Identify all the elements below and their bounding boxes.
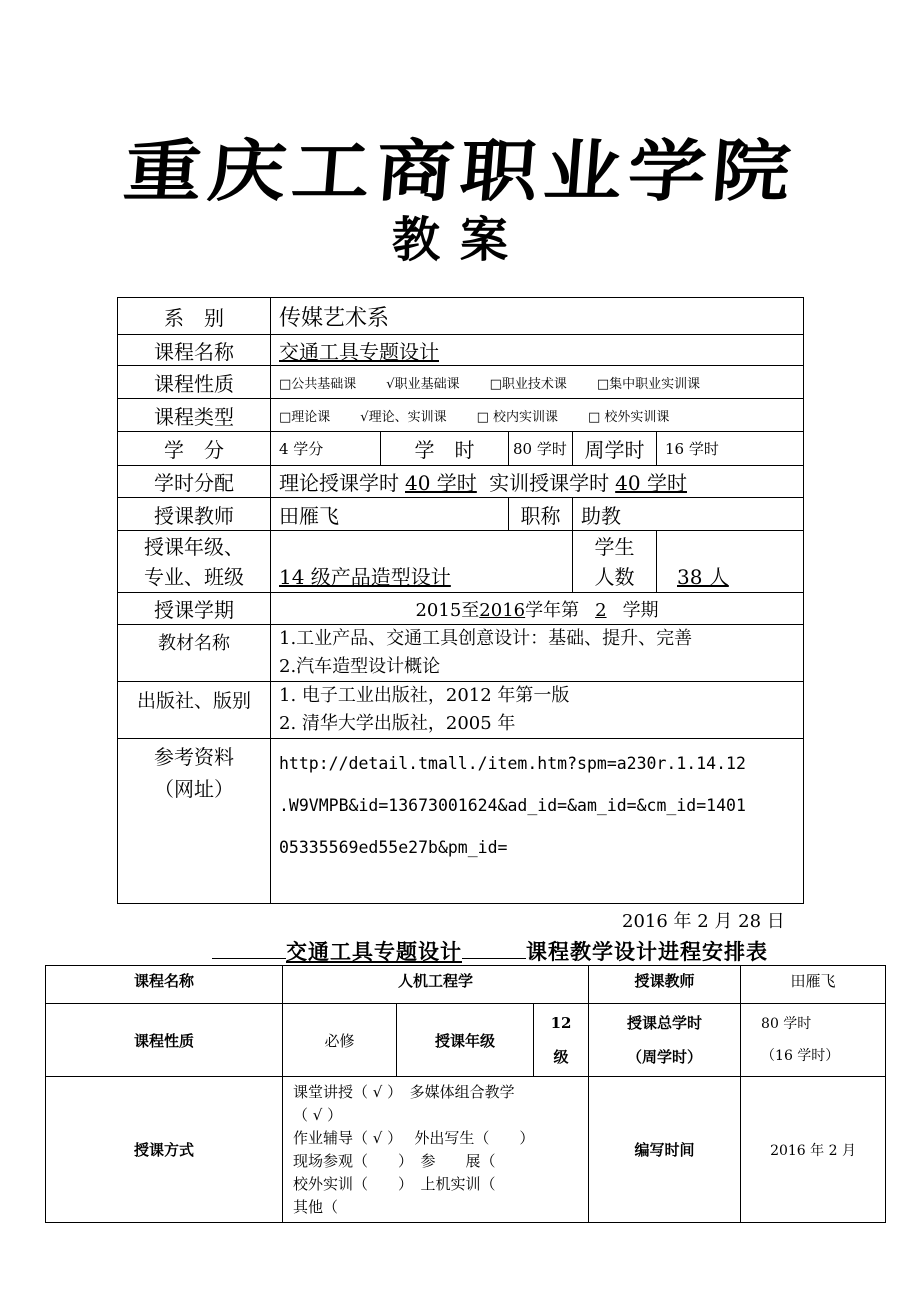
term-year-start: 2015 <box>415 599 462 621</box>
alloc-label: 学时分配 <box>118 466 271 498</box>
nature-option: □职业技术课 <box>489 376 567 392</box>
hours-label: 学 时 <box>381 432 509 466</box>
alloc-value <box>271 466 804 498</box>
row-alloc <box>118 466 804 498</box>
term-end: 学期 <box>622 599 659 621</box>
row-type <box>118 399 804 432</box>
students-label <box>573 531 657 593</box>
row-reference <box>118 739 804 904</box>
textbook-value <box>271 625 804 682</box>
schedule-grade-line1: 12 <box>550 1014 572 1032</box>
type-option: □ 校内实训课 <box>476 409 559 425</box>
students-label-line2: 人数 <box>594 564 635 589</box>
reference-url-line2: .W9VMPB&id=13673001624&ad_id=&am_id=&cm_id=1401 <box>279 796 746 815</box>
row-textbook <box>118 625 804 682</box>
row-publisher <box>118 682 804 739</box>
textbook-2: 2.汽车造型设计概论 <box>279 656 441 677</box>
weekly-label: 周学时 <box>573 432 657 466</box>
term-mid: 学年第 <box>525 599 580 621</box>
nature-options <box>271 366 804 399</box>
schedule-row-course <box>46 966 886 1004</box>
schedule-write-label: 编写时间 <box>589 1077 741 1223</box>
grade-label-line2: 专业、班级 <box>144 564 244 589</box>
course-value <box>271 335 804 366</box>
schedule-table <box>45 965 886 1223</box>
dept-value: 传媒艺术系 <box>271 298 804 335</box>
type-option: □ 校外实训课 <box>588 409 670 425</box>
method-line: 其他（ <box>293 1198 339 1216</box>
method-line: （ √ ） <box>293 1106 343 1124</box>
row-dept <box>118 298 804 335</box>
schedule-suffix: 课程教学设计进程安排表 <box>526 939 768 964</box>
schedule-teacher-label: 授课教师 <box>589 966 741 1004</box>
type-option: √理论、实训课 <box>360 409 447 425</box>
row-course <box>118 335 804 366</box>
alloc-practice-value: 40 学时 <box>615 471 687 495</box>
row-nature <box>118 366 804 399</box>
hours-value: 80 学时 <box>509 432 573 466</box>
title-value: 助教 <box>573 498 804 531</box>
alloc-practice-label: 实训授课学时 <box>489 471 610 495</box>
term-number: 2 <box>595 599 607 621</box>
schedule-method-label: 授课方式 <box>46 1077 283 1223</box>
schedule-course: 交通工具专题设计 <box>286 939 462 964</box>
term-label: 授课学期 <box>118 593 271 625</box>
credit-label: 学 分 <box>118 432 271 466</box>
course-name: 交通工具专题设计 <box>279 339 439 364</box>
reference-url-line1: http://detail.tmall./item.htm?spm=a230r.1.14.12 <box>279 754 746 773</box>
publisher-label: 出版社、版别 <box>118 682 271 739</box>
textbook-1: 1.工业产品、交通工具创意设计：基础、提升、完善 <box>279 628 693 649</box>
students-count: 38 人 <box>677 565 729 589</box>
teacher-label: 授课教师 <box>118 498 271 531</box>
schedule-write-value: 2016 年 2 月 <box>741 1077 886 1223</box>
schedule-row-method <box>46 1077 886 1223</box>
weekly-value: 16 学时 <box>657 432 804 466</box>
title-blank-right <box>462 958 526 959</box>
reference-url <box>271 739 804 904</box>
nature-option: □集中职业实训课 <box>596 376 701 392</box>
schedule-total-value <box>741 1004 886 1077</box>
schedule-row-nature <box>46 1004 886 1077</box>
type-option: □理论课 <box>279 409 331 425</box>
schedule-grade-value <box>534 1004 589 1077</box>
schedule-total-label-line1: 授课总学时 <box>627 1014 703 1032</box>
schedule-total-label <box>589 1004 741 1077</box>
method-line: 现场参观（ ） 参 展（ <box>293 1152 496 1170</box>
document-date: 2016 年 2 月 28 日 <box>622 911 785 932</box>
term-to: 至 <box>461 599 480 621</box>
nature-option: □公共基础课 <box>279 376 357 392</box>
nature-option: √职业基础课 <box>386 376 460 392</box>
reference-label-line2: （网址） <box>154 777 234 801</box>
reference-url-line3: 05335569ed55e27b&pm_id= <box>279 838 508 857</box>
row-grade <box>118 531 804 593</box>
grade-value <box>271 531 573 593</box>
schedule-total-line2: （16 学时） <box>761 1048 840 1064</box>
alloc-theory-label: 理论授课学时 <box>279 471 399 495</box>
schedule-nature-label: 课程性质 <box>46 1004 283 1077</box>
dept-label: 系 别 <box>118 298 271 335</box>
title-blank-left <box>212 958 286 959</box>
publisher-value <box>271 682 804 739</box>
schedule-grade-line2: 级 <box>553 1048 569 1066</box>
students-value <box>657 531 804 593</box>
type-label: 课程类型 <box>118 399 271 432</box>
title-label: 职称 <box>509 498 573 531</box>
publisher-1: 1. 电子工业出版社，2012 年第一版 <box>279 685 570 706</box>
row-term <box>118 593 804 625</box>
schedule-course-label: 课程名称 <box>46 966 283 1004</box>
school-name: 重庆工商职业学院 <box>120 132 800 211</box>
method-line: 作业辅导（ √ ） 外出写生（ ） <box>293 1129 535 1147</box>
textbook-label: 教材名称 <box>118 625 271 682</box>
teacher-value: 田雁飞 <box>271 498 509 531</box>
schedule-title <box>212 936 768 966</box>
reference-label-line1: 参考资料 <box>154 745 234 769</box>
grade-label-line1: 授课年级、 <box>144 534 244 559</box>
document-type: 教案 <box>391 212 528 268</box>
credit-value: 4 学分 <box>271 432 381 466</box>
row-credit <box>118 432 804 466</box>
alloc-theory-value: 40 学时 <box>405 471 477 495</box>
schedule-nature-value: 必修 <box>283 1004 397 1077</box>
nature-label: 课程性质 <box>118 366 271 399</box>
publisher-2: 2. 清华大学出版社，2005 年 <box>279 713 516 734</box>
type-options <box>271 399 804 432</box>
schedule-teacher-value: 田雁飞 <box>741 966 886 1004</box>
schedule-method-list <box>283 1077 589 1223</box>
reference-label <box>118 739 271 904</box>
course-label: 课程名称 <box>118 335 271 366</box>
schedule-grade-label: 授课年级 <box>397 1004 534 1077</box>
term-value <box>271 593 804 625</box>
grade-class: 14 级产品造型设计 <box>279 565 451 589</box>
row-teacher <box>118 498 804 531</box>
term-year-end: 2016 <box>479 599 526 621</box>
students-label-line1: 学生 <box>594 534 635 559</box>
schedule-total-line1: 80 学时 <box>761 1016 812 1032</box>
method-line: 校外实训（ ） 上机实训（ <box>293 1175 496 1193</box>
schedule-total-label-line2: （周学时） <box>627 1048 703 1066</box>
schedule-course-value: 人机工程学 <box>283 966 589 1004</box>
course-info-table <box>117 297 804 904</box>
method-line: 课堂讲授（ √ ） 多媒体组合教学 <box>293 1083 515 1101</box>
grade-label <box>118 531 271 593</box>
